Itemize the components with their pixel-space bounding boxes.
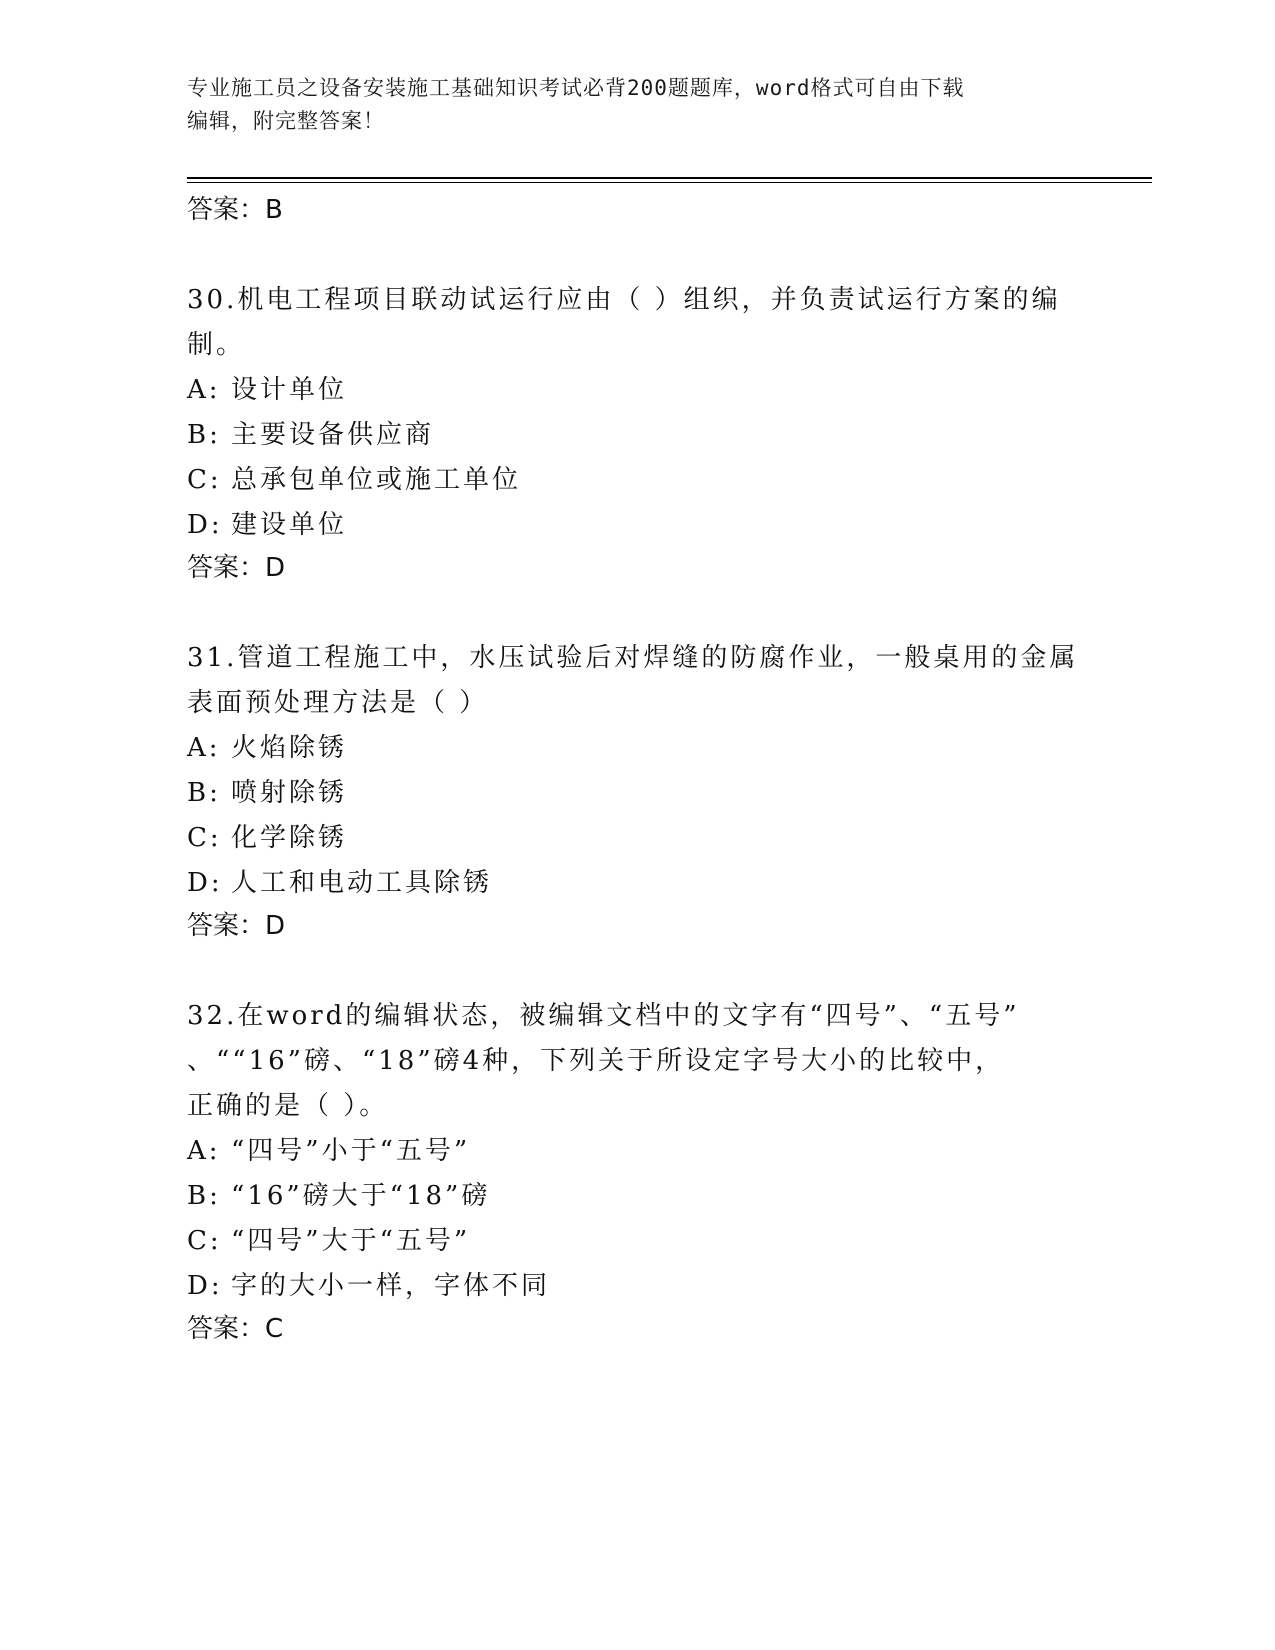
option-text: 主要设备供应商 bbox=[231, 420, 435, 450]
option-letter: C: bbox=[187, 823, 222, 853]
question-text-line: 表面预处理方法是（ ） bbox=[187, 688, 489, 718]
option-letter: A: bbox=[187, 375, 221, 405]
document-body bbox=[187, 190, 1087, 1354]
question-32 bbox=[187, 994, 1087, 1354]
option-a bbox=[187, 1129, 1087, 1174]
option-letter: B: bbox=[187, 778, 221, 808]
option-a bbox=[187, 726, 1087, 771]
option-text: 喷射除锈 bbox=[231, 778, 348, 808]
option-text: 化学除锈 bbox=[231, 823, 348, 853]
option-c bbox=[187, 458, 1087, 503]
option-letter: D: bbox=[187, 1271, 223, 1301]
header-title-line-1: 专业施工员之设备安装施工基础知识考试必背200题题库，word格式可自由下载 bbox=[187, 76, 965, 100]
answer-label: 答案：B bbox=[187, 195, 283, 225]
header-divider-thin bbox=[187, 182, 1152, 183]
option-text: “四号”大于“五号” bbox=[231, 1226, 471, 1256]
option-letter: A: bbox=[187, 733, 221, 763]
option-letter: D: bbox=[187, 868, 223, 898]
option-letter: B: bbox=[187, 420, 221, 450]
question-text-line: 、““16”磅、“18”磅4种，下列关于所设定字号大小的比较中， bbox=[187, 1046, 1005, 1076]
option-text: “16”磅大于“18”磅 bbox=[231, 1181, 491, 1211]
answer-label: 答案：D bbox=[187, 553, 286, 583]
option-text: 字的大小一样，字体不同 bbox=[231, 1271, 551, 1301]
option-d bbox=[187, 861, 1087, 906]
option-c bbox=[187, 816, 1087, 861]
option-letter: C: bbox=[187, 1226, 222, 1256]
header-title-line-2: 编辑，附完整答案！ bbox=[187, 109, 385, 133]
option-text: 火焰除锈 bbox=[231, 733, 348, 763]
question-30 bbox=[187, 278, 1087, 593]
option-text: 总承包单位或施工单位 bbox=[231, 465, 522, 495]
answer-label: 答案：D bbox=[187, 911, 286, 941]
option-letter: D: bbox=[187, 510, 223, 540]
option-letter: C: bbox=[187, 465, 222, 495]
option-a bbox=[187, 368, 1087, 413]
option-letter: B: bbox=[187, 1181, 221, 1211]
question-text-line: 31.管道工程施工中，水压试验后对焊缝的防腐作业，一般桌用的金属 bbox=[187, 643, 1079, 673]
option-b bbox=[187, 771, 1087, 816]
header-divider-thick bbox=[187, 177, 1152, 179]
option-b bbox=[187, 1174, 1087, 1219]
question-31 bbox=[187, 636, 1087, 951]
option-text: 人工和电动工具除锈 bbox=[231, 868, 493, 898]
option-d bbox=[187, 1264, 1087, 1309]
option-c bbox=[187, 1219, 1087, 1264]
answer-label: 答案：C bbox=[187, 1314, 284, 1344]
document-header bbox=[187, 72, 1067, 138]
option-letter: A: bbox=[187, 1136, 221, 1166]
option-b bbox=[187, 413, 1087, 458]
question-text-line: 30.机电工程项目联动试运行应由（ ）组织，并负责试运行方案的编 bbox=[187, 285, 1061, 315]
question-text-line: 制。 bbox=[187, 330, 246, 360]
option-d bbox=[187, 503, 1087, 548]
question-text-line: 正确的是（ ）。 bbox=[187, 1091, 389, 1121]
question-text-line: 32.在word的编辑状态，被编辑文档中的文字有“四号”、“五号” bbox=[187, 1001, 1020, 1031]
option-text: 建设单位 bbox=[231, 510, 348, 540]
option-text: “四号”小于“五号” bbox=[231, 1136, 471, 1166]
option-text: 设计单位 bbox=[231, 375, 348, 405]
